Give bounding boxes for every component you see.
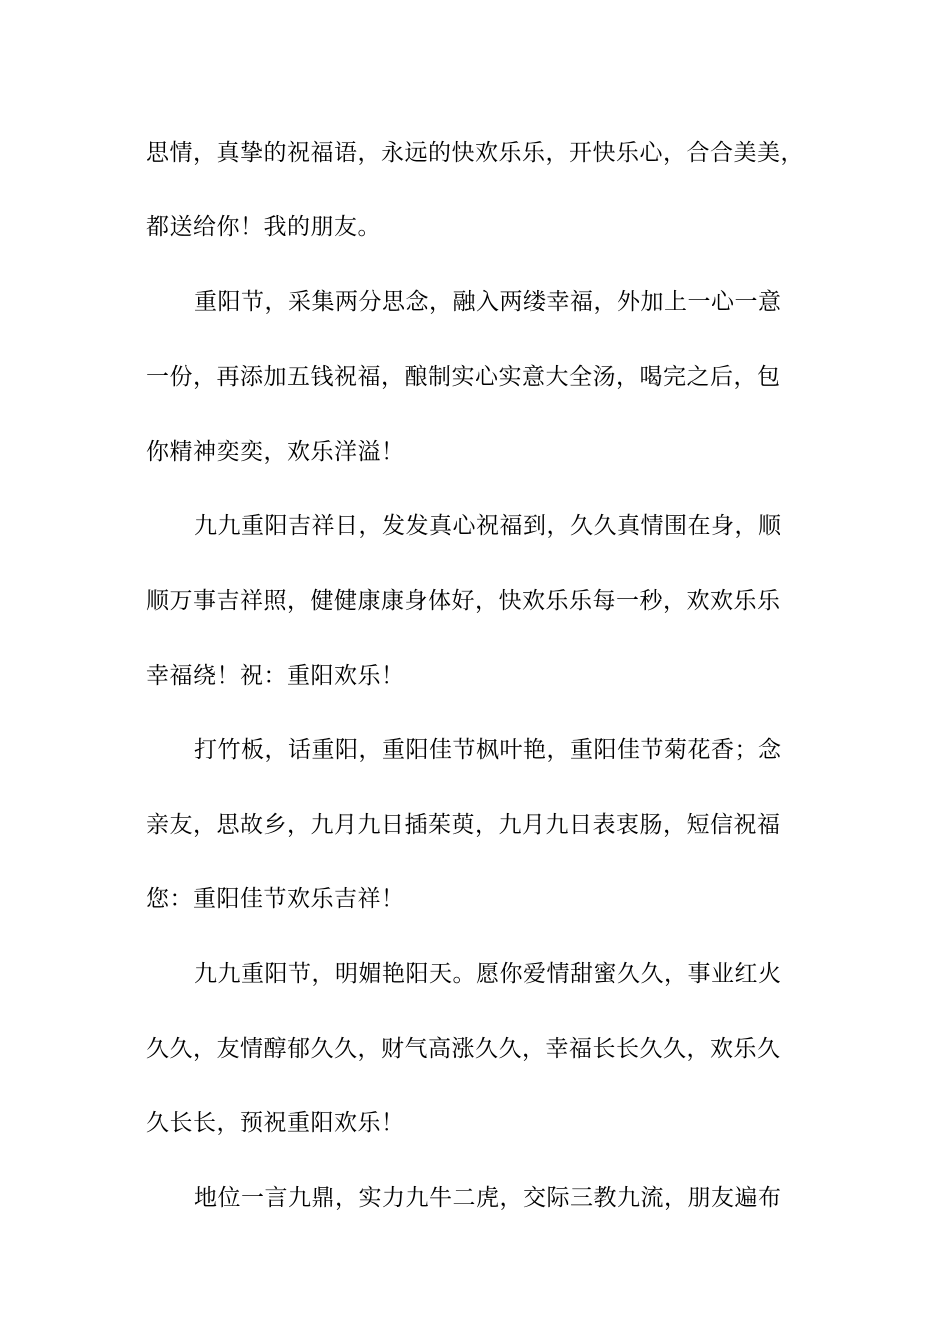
text-line: 一份，再添加五钱祝福，酿制实心实意大全汤，喝完之后，包 — [146, 364, 781, 390]
paragraph-start-line: 重阳节，采集两分思念，融入两缕幸福，外加上一心一意 — [194, 289, 782, 315]
text-line: 思情，真挚的祝福语，永远的快欢乐乐，开快乐心，合合美美， — [146, 140, 804, 166]
text-line: 顺万事吉祥照，健健康康身体好，快欢乐乐每一秒，欢欢乐乐 — [146, 588, 781, 614]
text-line: 你精神奕奕，欢乐洋溢！ — [146, 439, 405, 465]
paragraph-start-line: 地位一言九鼎，实力九牛二虎，交际三教九流，朋友遍布 — [194, 1185, 782, 1211]
paragraph-start-line: 九九重阳节，明媚艳阳天。愿你爱情甜蜜久久，事业红火 — [194, 961, 782, 987]
text-line: 您：重阳佳节欢乐吉祥！ — [146, 886, 405, 912]
text-line: 久长长，预祝重阳欢乐！ — [146, 1110, 405, 1136]
paragraph-start-line: 九九重阳吉祥日，发发真心祝福到，久久真情围在身，顺 — [194, 513, 782, 539]
text-line: 久久，友情醇郁久久，财气高涨久久，幸福长长久久，欢乐久 — [146, 1036, 781, 1062]
text-line: 都送给你！我的朋友。 — [146, 214, 381, 240]
paragraph-start-line: 打竹板，话重阳，重阳佳节枫叶艳，重阳佳节菊花香；念 — [194, 737, 782, 763]
text-line: 幸福绕！祝：重阳欢乐！ — [146, 663, 405, 689]
text-line: 亲友，思故乡，九月九日插茱萸，九月九日表衷肠，短信祝福 — [146, 812, 781, 838]
